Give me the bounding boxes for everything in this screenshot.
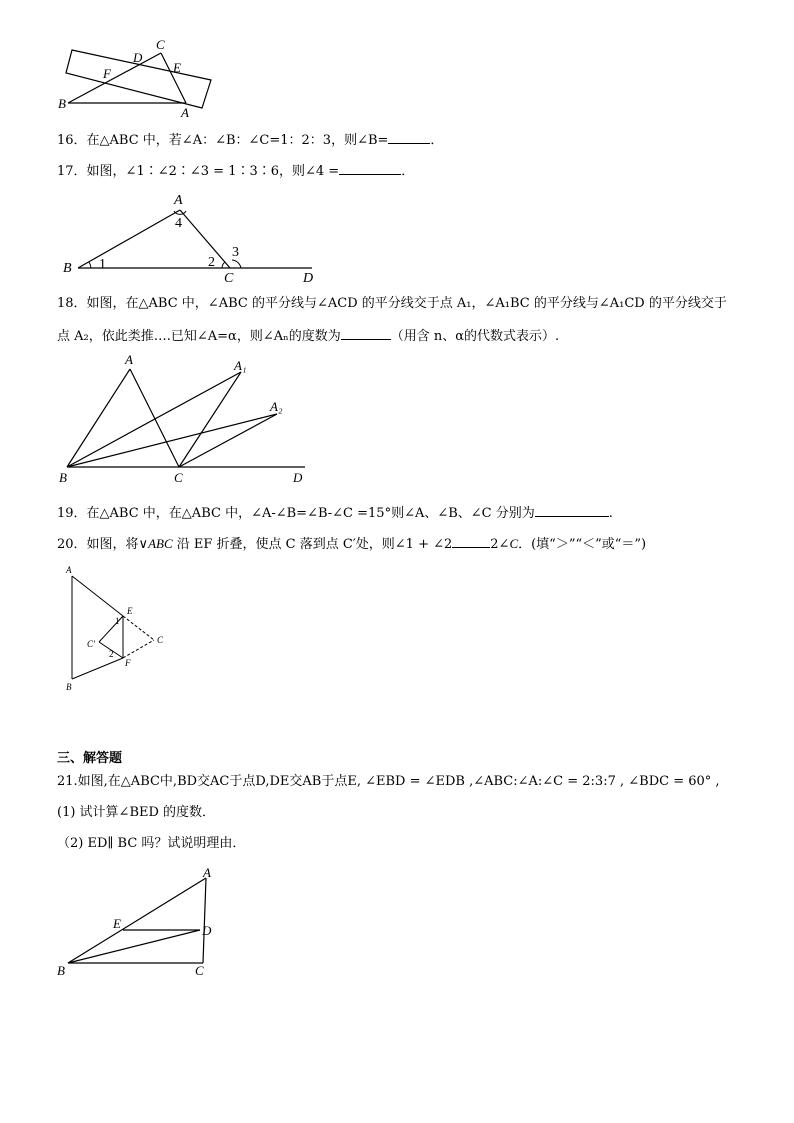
label-4: 4 (175, 216, 182, 231)
label-A1: A₁ (234, 358, 247, 373)
question-17 (57, 161, 414, 181)
label-C-prime: C′ (87, 639, 95, 649)
question-text: 如图，在△ABC 中，∠ABC 的平分线与∠ACD 的平分线交于点 A₁，∠A₁BC 的平分线与∠A₁CD 的平分线交于 (86, 296, 727, 311)
label-1: 1 (115, 616, 120, 626)
label-B: B (58, 96, 66, 111)
question-21-sub-1: (1) 试计算∠BED 的度数． (57, 805, 216, 820)
question-19 (57, 503, 613, 523)
label-C: C (195, 963, 204, 978)
label-A2: A₂ (270, 399, 283, 414)
question-text-mid: 沿 EF 折叠，使点 C 落到点 C′处，则∠1 + ∠2 (172, 537, 453, 552)
question-text: 点 A₂，依此类推….已知∠A=α，则∠Aₙ的度数为 (57, 329, 341, 344)
label-F: F (125, 658, 131, 668)
label-D: D (303, 271, 314, 286)
figure-21 (55, 865, 225, 980)
label-A: A (66, 565, 72, 575)
question-end: ． (401, 164, 415, 179)
question-number: 16． (57, 133, 87, 148)
question-number: 17． (57, 164, 87, 179)
question-text: 如图，将∨ (86, 537, 149, 552)
label-3: 3 (232, 245, 239, 260)
question-18-line-2 (57, 326, 559, 346)
label-A: A (174, 193, 183, 208)
label-B: B (63, 261, 72, 276)
figure-15 (55, 38, 220, 120)
question-end: ． (430, 133, 444, 148)
label-D: D (202, 923, 212, 938)
question-number: 19． (57, 506, 87, 521)
label-A: A (181, 105, 189, 120)
label-1: 1 (99, 257, 106, 272)
label-E: E (173, 60, 181, 75)
label-D: D (133, 50, 143, 65)
question-text-end: （用含 n、α的代数式表示）. (390, 329, 560, 344)
figure-17 (60, 190, 330, 285)
label-2: 2 (208, 255, 215, 270)
question-21-sub-2: （2) ED∥ BC 吗？试说明理由． (57, 836, 246, 851)
question-21-line-1: 21.如图,在△ABC中,BD交AC于点D,DE交AB于点E, ∠EBD = ∠EDB ,∠ABC:∠A:∠C = 2:3:7 , ∠BDC = 60° , (57, 774, 720, 789)
label-B: B (57, 963, 65, 978)
question-16 (57, 130, 443, 150)
triangle-name: ABC (148, 536, 173, 551)
question-text: 在△ABC 中，若∠A：∠B：∠C=1：2：3，则∠B= (86, 133, 389, 148)
section-title: 三、解答题 (57, 751, 123, 766)
label-B: B (66, 682, 72, 692)
question-number: 18． (57, 296, 87, 311)
label-D: D (293, 470, 303, 485)
question-text: 在△ABC 中，在△ABC 中，∠A-∠B=∠B-∠C =15°则∠A、∠B、∠C 分别为 (86, 506, 535, 521)
question-text-end: ．(填“＞”“＜”或“＝”) (518, 537, 647, 552)
question-20 (57, 534, 646, 554)
answer-blank (339, 161, 401, 175)
answer-blank (452, 534, 490, 548)
label-A: A (203, 865, 211, 880)
figure-18 (55, 352, 315, 485)
question-end: . (608, 506, 613, 521)
label-C: C (156, 37, 165, 52)
label-A: A (125, 352, 133, 367)
label-F: F (103, 66, 111, 81)
question-text: 如图，∠1∶∠2∶∠3 = 1∶3∶6，则∠4 = (86, 164, 340, 179)
label-C: C (224, 271, 234, 286)
question-18-line-1 (57, 295, 727, 313)
label-E: E (127, 606, 133, 616)
label-C: C (157, 635, 164, 645)
angle-name: C (509, 536, 519, 551)
figure-20 (62, 562, 177, 694)
answer-blank (341, 326, 391, 340)
label-E: E (113, 916, 121, 931)
label-2: 2 (109, 649, 114, 659)
question-text-compare: 2∠ (490, 537, 510, 552)
answer-blank (535, 503, 609, 517)
question-number: 20． (57, 537, 87, 552)
answer-blank (388, 130, 430, 144)
label-C: C (174, 470, 183, 485)
label-B: B (59, 470, 67, 485)
